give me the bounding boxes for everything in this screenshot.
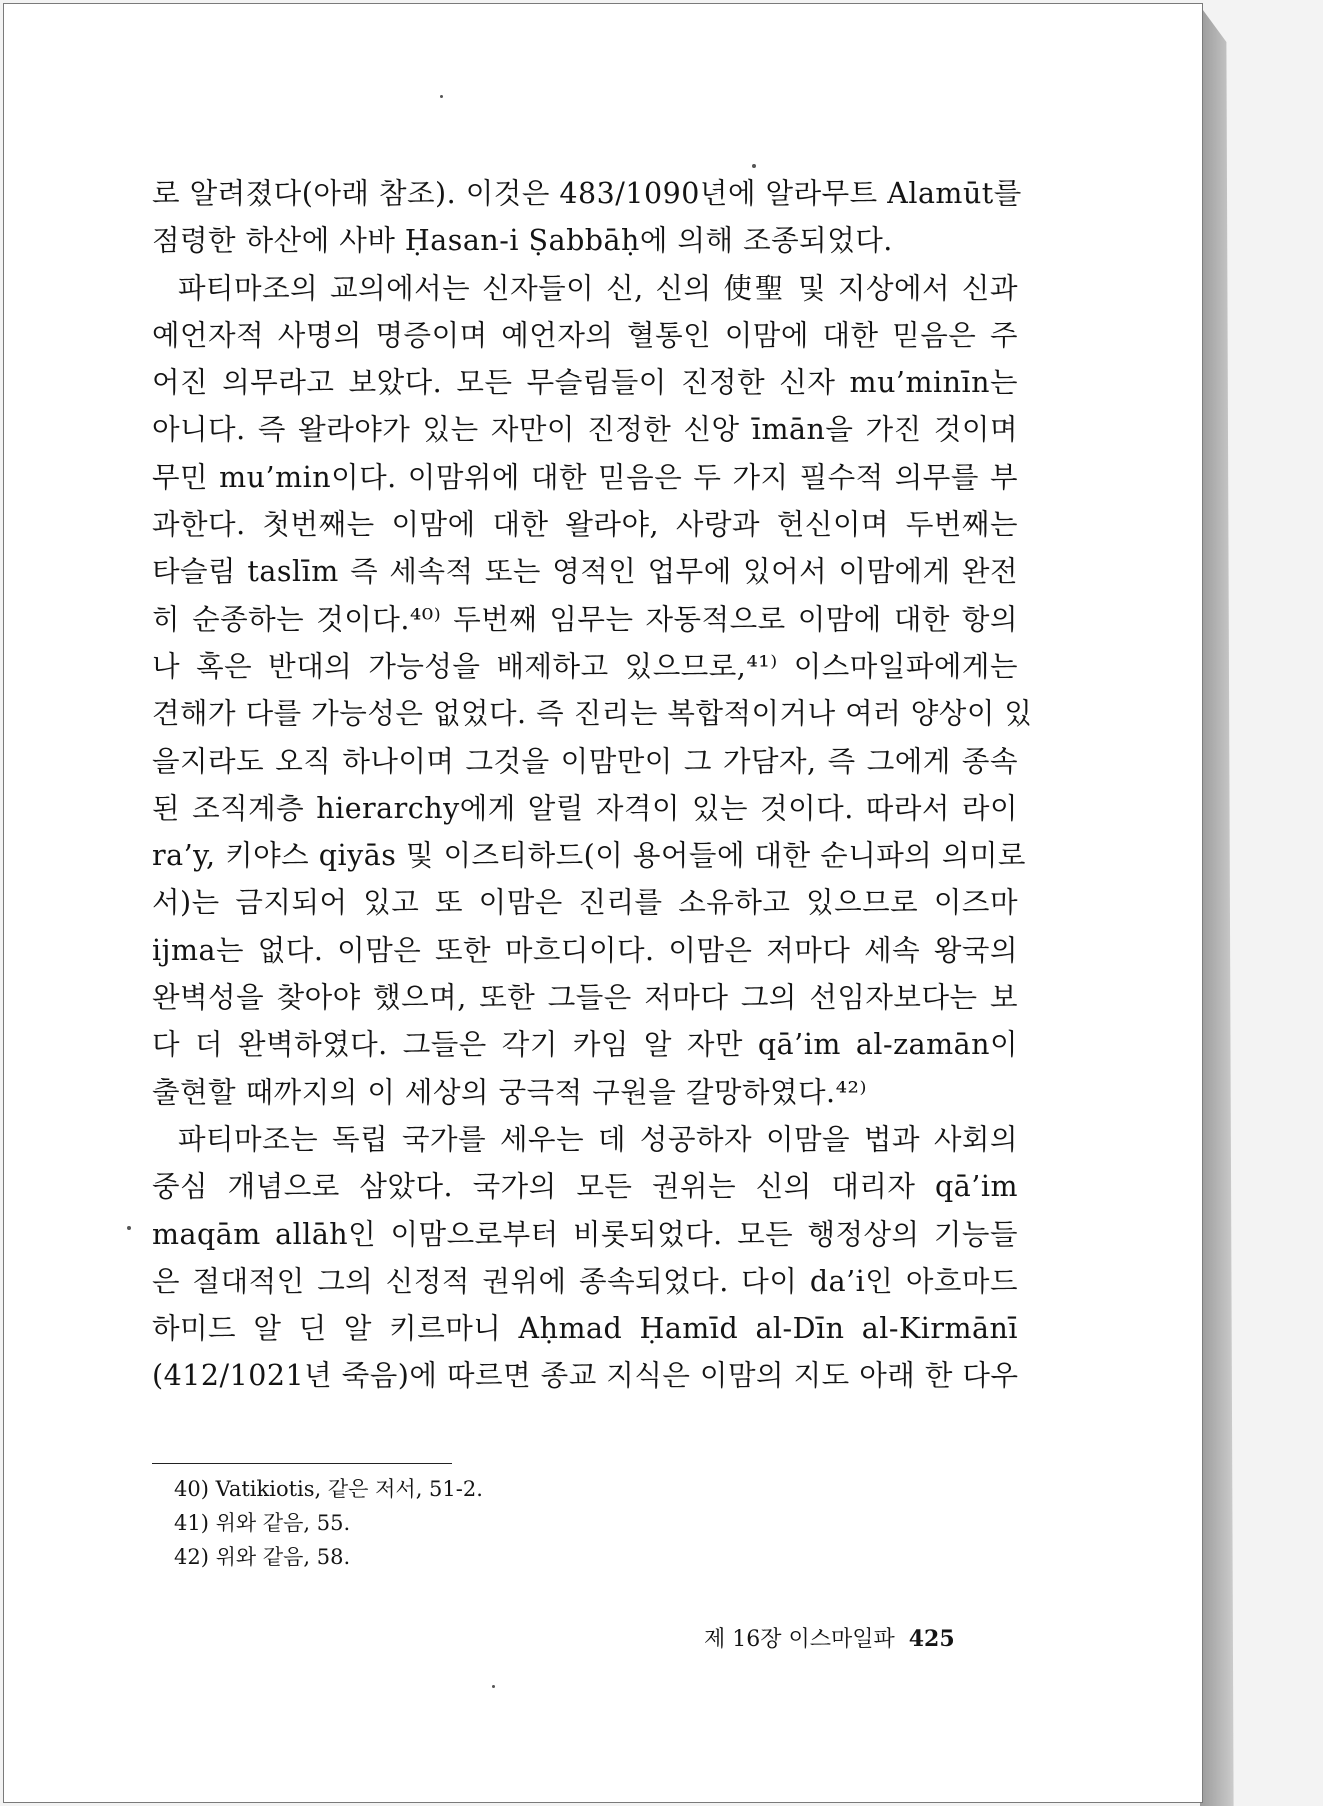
- text-line: 예언자적 사명의 명증이며 예언자의 혈통인 이맘에 대한 믿음은 주: [152, 318, 1018, 352]
- text-line: 견해가 다를 가능성은 없었다. 즉 진리는 복합적이거나 여러 양상이 있: [152, 697, 1033, 731]
- book-page: [3, 3, 1203, 1803]
- body-text: [152, 170, 1033, 1400]
- text-line: 로 알려졌다(아래 참조). 이것은 483/1090년에 알라무트 Alamūt를: [152, 177, 1022, 210]
- text-line: ijma는 없다. 이맘은 또한 마흐디이다. 이맘은 저마다 세속 왕국의: [152, 933, 1018, 967]
- text-line: 과한다. 첫번째는 이맘에 대한 왈라야, 사랑과 헌신이며 두번째는: [152, 508, 1018, 542]
- footnotes: [174, 1472, 483, 1574]
- running-footer: [704, 1622, 955, 1653]
- text-line: 아니다. 즉 왈라야가 있는 자만이 진정한 신앙 īmān을 가진 것이며: [152, 413, 1018, 447]
- text-line: 무민 mu’min이다. 이맘위에 대한 믿음은 두 가지 필수적 의무를 부: [152, 460, 1018, 494]
- text-line: 을지라도 오직 하나이며 그것을 이맘만이 그 가담자, 즉 그에게 종속: [152, 744, 1018, 778]
- footnote: 40) Vatikiotis, 같은 저서, 51-2.: [174, 1477, 483, 1501]
- text-line: 출현할 때까지의 이 세상의 궁극적 구원을 갈망하였다.⁴²⁾: [152, 1075, 867, 1109]
- text-line: ra’y, 키야스 qiyās 및 이즈티하드(이 용어들에 대한 순니파의 의미로: [152, 839, 1026, 873]
- scan-speck: [492, 1685, 495, 1688]
- scan-speck: [752, 164, 756, 168]
- footnote: 42) 위와 같음, 58.: [174, 1545, 351, 1569]
- text-line: 나 혹은 반대의 가능성을 배제하고 있으므로,⁴¹⁾ 이스마일파에게는: [152, 649, 1018, 683]
- text-line: 점령한 하산에 사바 Ḥasan-i Ṣabbāḥ에 의해 조종되었다.: [152, 224, 893, 258]
- chapter-title: 제 16장 이스마일파: [704, 1627, 895, 1652]
- text-line: 하미드 알 딘 알 키르마니 Aḥmad Ḥamīd al-Dīn al-Kirmānī: [152, 1312, 1018, 1346]
- text-line: 서)는 금지되어 있고 또 이맘은 진리를 소유하고 있으므로 이즈마: [152, 886, 1018, 920]
- text-line: 타슬림 taslīm 즉 세속적 또는 영적인 업무에 있어서 이맘에게 완전: [152, 555, 1018, 589]
- text-line: 완벽성을 찾아야 했으며, 또한 그들은 저마다 그의 선임자보다는 보: [152, 981, 1018, 1015]
- text-line: 된 조직계층 hierarchy에게 알릴 자격이 있는 것이다. 따라서 라이: [152, 791, 1018, 825]
- footnote-rule: [152, 1463, 452, 1464]
- page-number: 425: [908, 1626, 955, 1652]
- page-edge-shadow: [1200, 6, 1248, 1806]
- text-line: (412/1021년 죽음)에 따르면 종교 지식은 이맘의 지도 아래 한 다우: [152, 1359, 1019, 1393]
- scan-speck: [127, 1226, 131, 1230]
- text-line: maqām allāh인 이맘으로부터 비롯되었다. 모든 행정상의 기능들: [152, 1217, 1018, 1251]
- text-line: 다 더 완벽하였다. 그들은 각기 카임 알 자만 qā’im al-zamān이: [152, 1028, 1018, 1062]
- text-line: 히 순종하는 것이다.⁴⁰⁾ 두번째 임무는 자동적으로 이맘에 대한 항의: [152, 602, 1018, 636]
- text-line: 어진 의무라고 보았다. 모든 무슬림들이 진정한 신자 mu’minīn는: [152, 366, 1018, 400]
- scan-speck: [440, 95, 443, 98]
- text-line: 파티마조는 독립 국가를 세우는 데 성공하자 이맘을 법과 사회의: [178, 1122, 1018, 1156]
- footnote: 41) 위와 같음, 55.: [174, 1511, 351, 1535]
- text-line: 파티마조의 교의에서는 신자들이 신, 신의 使聖 및 지상에서 신과: [178, 271, 1018, 305]
- text-line: 은 절대적인 그의 신정적 권위에 종속되었다. 다이 da’i인 아흐마드: [152, 1264, 1018, 1298]
- text-line: 중심 개념으로 삼았다. 국가의 모든 권위는 신의 대리자 qā’im: [152, 1170, 1018, 1204]
